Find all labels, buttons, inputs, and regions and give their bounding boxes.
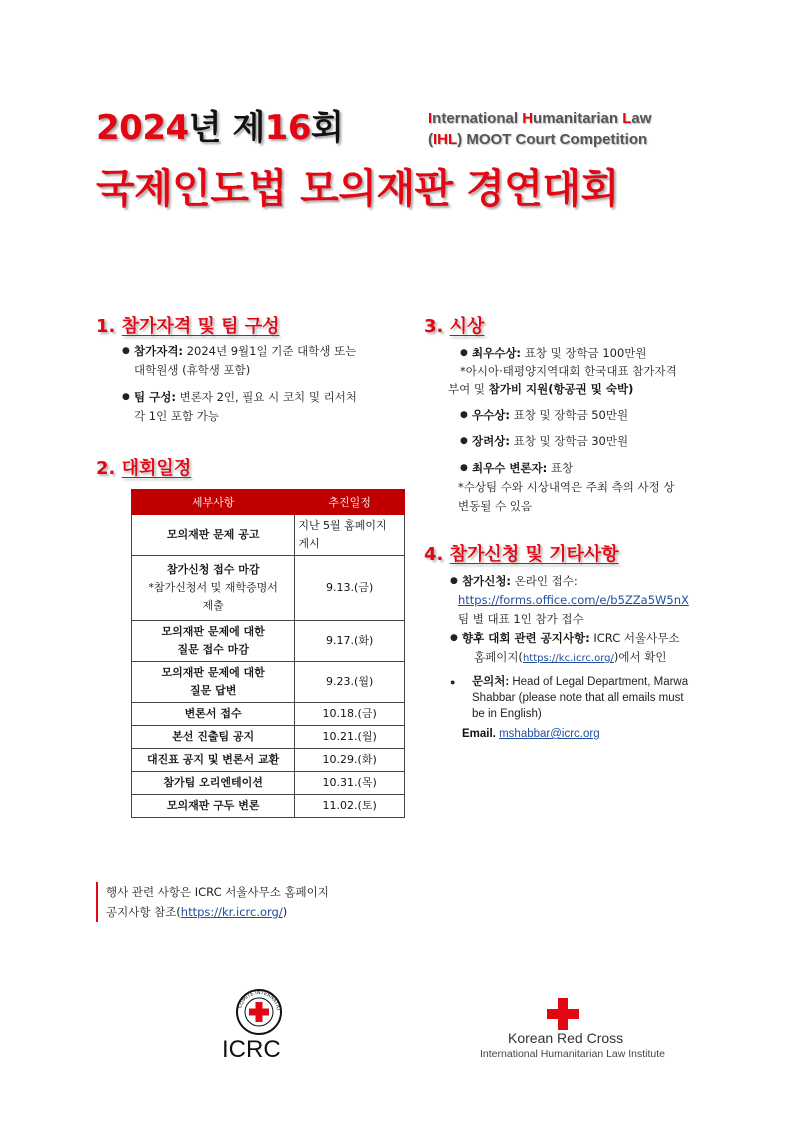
table-cell: 본선 진출팀 공지 [132, 726, 295, 749]
table-cell: 10.29.(화) [295, 749, 405, 772]
section4-email: Email. mshabbar@icrc.org [462, 728, 600, 740]
red-cross-icon [547, 998, 579, 1030]
section4-apply: ● 참가신청: 온라인 접수: https://forms.office.com/e/b5ZZa5W5nX 팀 별 대표 1인 참가 접수 [450, 572, 750, 629]
award-grand-note: *아시아·태평양지역대회 한국대표 참가자격 [460, 364, 677, 378]
krc-logo-name: Korean Red Cross [508, 1030, 624, 1046]
table-row [132, 703, 405, 726]
award-excellence: ● 우수상: 표창 및 장학금 50만원 [460, 406, 760, 425]
section1-heading: 1. 참가자격 및 팀 구성 [96, 316, 280, 337]
ihl-title-line2: (IHL) MOOT Court Competition [428, 131, 648, 148]
title-year: 2024 [96, 108, 189, 148]
award-note: *수상팀 수와 시상내역은 주최 측의 사정 상 변동될 수 있음 [458, 480, 675, 513]
table-row [132, 795, 405, 818]
table-cell: 9.17.(화) [295, 621, 405, 662]
section4-contact: ● 문의처: Head of Legal Department, Marwa Shabbar (please note that all emails must be in English) [450, 674, 750, 722]
section2-heading: 2. 대회일정 [96, 458, 192, 479]
title-nyeon: 년 제 [188, 108, 265, 148]
table-cell: 10.31.(목) [295, 772, 405, 795]
table-cell: 참가신청 접수 마감 *참가신청서 및 재학증명서 제출 [132, 556, 295, 621]
team-item: ● 팀 구성: 변론자 2인, 필요 시 코치 및 리서처 각 1인 포함 가능 [122, 388, 392, 426]
section4-notice: ● 향후 대회 관련 공지사항: ICRC 서울사무소 홈페이지(https://kc.icrc.org/)에서 확인 [450, 629, 750, 668]
eligibility-item: ● 참가자격: 2024년 9월1일 기준 대학생 또는 대학원생 (휴학생 포함) [122, 342, 392, 380]
table-cell: 10.21.(월) [295, 726, 405, 749]
table-row [132, 556, 405, 621]
icrc-emblem-icon [235, 988, 283, 1036]
award-grand: ● 최우수상: 표창 및 장학금 100만원 [460, 344, 760, 363]
table-row [132, 515, 405, 556]
title-hoe: 회 [311, 108, 344, 148]
apply-link[interactable]: https://forms.office.com/e/b5ZZa5W5nX [458, 593, 689, 607]
table-cell: 모의재판 문제 공고 [132, 515, 295, 556]
ihl-title-line1: International Humanitarian Law [428, 110, 652, 127]
footer-note: 행사 관련 사항은 ICRC 서울사무소 홈페이지 공지사항 참조(https://kr.icrc.org/) [96, 882, 329, 922]
table-cell: 모의재판 문제에 대한 질문 접수 마감 [132, 621, 295, 662]
title-line1 [96, 100, 343, 149]
table-cell: 9.23.(월) [295, 662, 405, 703]
title-main: 국제인도법 모의재판 경연대회 [96, 166, 619, 212]
table-cell: 변론서 접수 [132, 703, 295, 726]
table-cell: 지난 5월 홈페이지 게시 [295, 515, 405, 556]
email-link[interactable]: mshabbar@icrc.org [499, 728, 600, 740]
krc-logo-subtitle: International Humanitarian Law Institute [480, 1048, 666, 1060]
award-best-speaker: ● 최우수 변론자: 표창 [460, 459, 760, 478]
table-header-row [132, 490, 405, 515]
section3-body [460, 344, 760, 363]
award-grand-note2: 부여 및 참가비 지원(항공권 및 숙박) [448, 382, 634, 396]
table-cell: 9.13.(금) [295, 556, 405, 621]
award-encouragement: ● 장려상: 표창 및 장학금 30만원 [460, 432, 760, 451]
table-row [132, 772, 405, 795]
section4-heading: 4. 참가신청 및 기타사항 [424, 544, 619, 565]
table-header: 세부사항 [132, 490, 295, 515]
table-row [132, 662, 405, 703]
notice-link[interactable]: https://kc.icrc.org/ [522, 653, 614, 664]
table-row [132, 726, 405, 749]
table-cell: 11.02.(토) [295, 795, 405, 818]
table-cell: 참가팀 오리엔테이션 [132, 772, 295, 795]
icrc-ring-text: COMITE INTERNATIO [237, 989, 281, 1011]
table-cell: 10.18.(금) [295, 703, 405, 726]
table-header: 추진일정 [295, 490, 405, 515]
table-row [132, 749, 405, 772]
title-edition: 16 [264, 108, 311, 148]
table-row [132, 621, 405, 662]
footer-link[interactable]: https://kr.icrc.org/ [180, 905, 283, 919]
table-cell: 모의재판 문제에 대한 질문 답변 [132, 662, 295, 703]
section3-heading: 3. 시상 [424, 316, 485, 337]
section1-body [122, 342, 392, 426]
table-cell: 모의재판 구두 변론 [132, 795, 295, 818]
table-cell: 대진표 공지 및 변론서 교환 [132, 749, 295, 772]
icrc-logo-text: ICRC [222, 1036, 281, 1063]
schedule-table [131, 489, 405, 818]
